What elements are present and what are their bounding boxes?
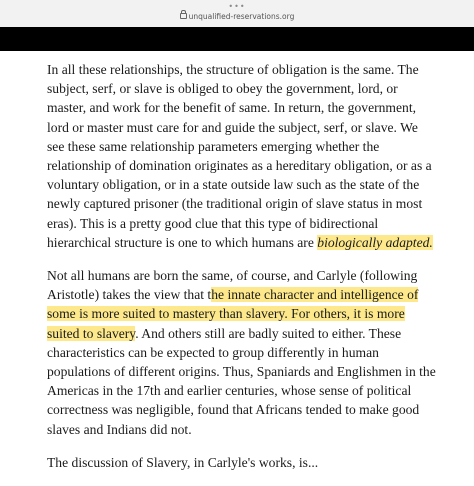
article-body bbox=[47, 60, 437, 486]
paragraph-text: The discussion of Slavery, in Carlyle's works, is... bbox=[47, 454, 319, 470]
paragraph-text: . And others still are badly suited to either. These characteristics can be expected to group differently in human populations of different origins. Thus, Spaniards and Englishmen in the Americas in the 17th and earlier centuries, whose sense of political correctness was negligible, found that Africans tended to make good slaves and Indians did not. bbox=[47, 325, 436, 437]
paragraph-structure-of-obligation bbox=[47, 60, 437, 252]
url-text: unqualified-reservations.org bbox=[188, 12, 295, 21]
paragraph-partial bbox=[47, 453, 437, 472]
browser-address-bar[interactable] bbox=[0, 0, 474, 27]
url-display[interactable] bbox=[0, 12, 474, 22]
lock-icon bbox=[180, 13, 187, 19]
highlighted-text: biologically adapted. bbox=[317, 234, 433, 250]
highlighted-text: he innate character and intelligence of some is more suited to mastery than slavery. For others, it is more suited to slavery bbox=[47, 287, 419, 341]
more-options-icon[interactable]: ••• bbox=[228, 2, 246, 11]
paragraph-text: Not all humans are born the same, of course, and Carlyle (following Aristotle) takes the view that t bbox=[47, 268, 418, 303]
site-header-band bbox=[0, 27, 474, 51]
paragraph-text: In all these relationships, the structure of obligation is the same. The subject, serf, or slave is obliged to obey the government, lord, or master, and work for the benefit of same. In return, the government, lord or master must care for and guide the subject, serf, or slave. We see these same relationship parameters emerging whether the relationship of domination originates as a hereditary obligation, or as a voluntary obligation, or in a state outside law such as the state of the newly captured prisoner (the traditional origin of slave status in most eras). This is a pretty good clue that this type of bidirectional hierarchical structure is one to which humans are bbox=[47, 62, 432, 250]
paragraph-carlyle-aristotle bbox=[47, 266, 437, 439]
